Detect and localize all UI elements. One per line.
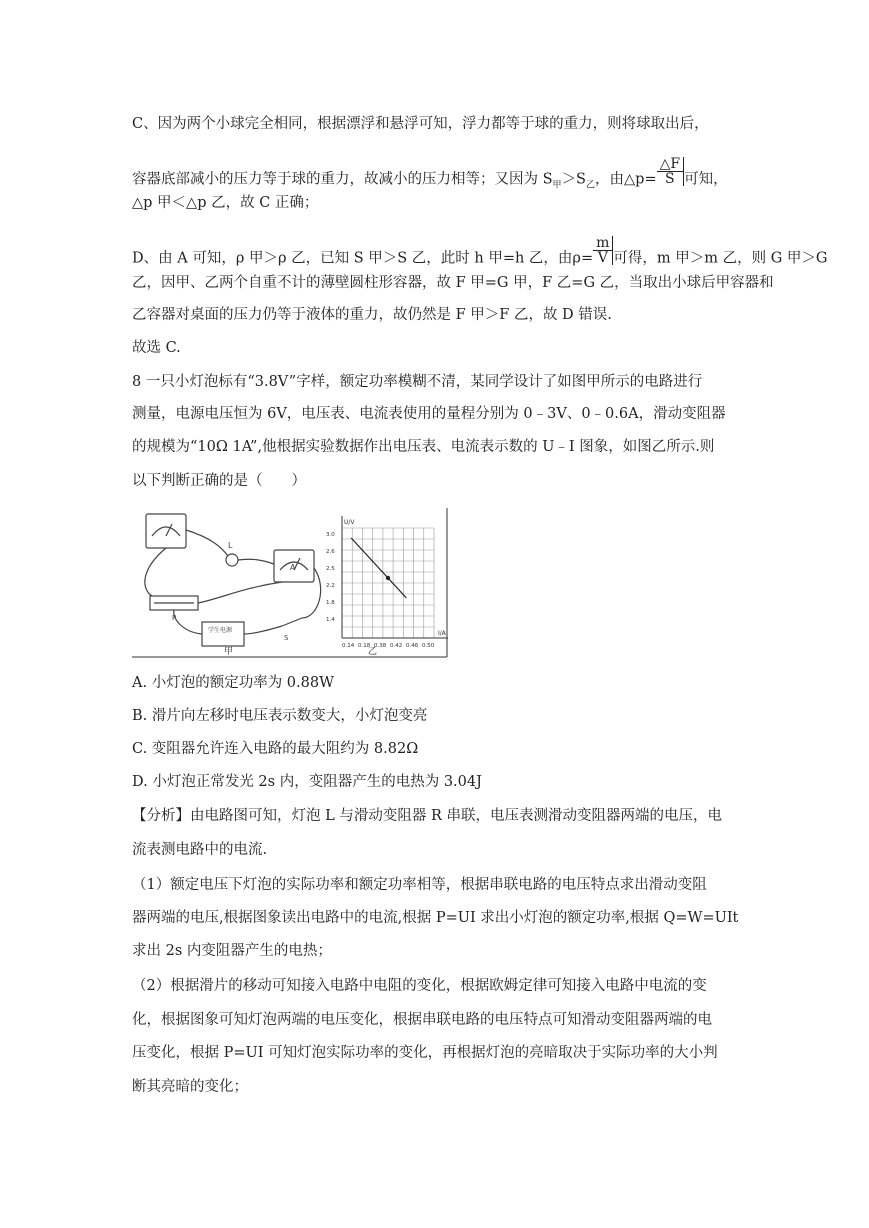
question-line: 的规模为“10Ω 1A”,他根据实验数据作出电压表、电流表示数的 U﹣I 图象，如图乙所示.则 (132, 439, 715, 455)
switch-icon (282, 618, 302, 626)
x-tick-label: 0.18 (358, 643, 371, 649)
analysis-line: 求出 2s 内变阻器产生的电热； (132, 943, 332, 959)
y-tick-label: 2.2 (326, 583, 335, 589)
text-line (132, 156, 728, 194)
wire (244, 626, 282, 634)
question-line: 8 一只小灯泡标有“3.8V”字样，额定功率模糊不清，某同学设计了如图甲所示的电路进行 (132, 374, 703, 390)
analysis-line: 化，根据图象可知灯泡两端的电压变化，根据串联电路的电压特点可知滑动变阻器两端的电 (132, 1012, 712, 1028)
figure-caption-right: 乙 (368, 647, 378, 657)
power-supply-label: 学生电源 (208, 627, 233, 634)
subscript: 乙 (586, 180, 596, 191)
analysis-line: （1）额定电压下灯泡的实际功率和额定功率相等，根据串联电路的电压特点求出滑动变阻 (132, 877, 707, 893)
circuit-diagram (145, 514, 321, 646)
subscript: 甲 (552, 180, 562, 191)
analysis-line: 压变化，根据 P=UI 可知灯泡实际功率的变化，再根据灯泡的亮暗取决于实际功率的大小判 (132, 1045, 718, 1061)
ammeter-label: A (290, 563, 296, 572)
text-segment: D、由 A 可知，ρ 甲＞ρ 乙，已知 S 甲＞S 乙，此时 h 甲=h 乙，由ρ= (132, 250, 594, 267)
question-figure (132, 508, 448, 658)
text-segment: 容器底部减小的压力等于球的重力，故减小的压力相等；又因为 S (132, 171, 553, 188)
power-supply-icon (202, 622, 244, 646)
option-b: B. 滑片向左移时电压表示数变大，小灯泡变亮 (132, 708, 428, 724)
text-line: 乙，因甲、乙两个自重不计的薄壁圆柱形容器，故 F 甲=G 甲，F 乙=G 乙，当取出小球后甲容器和 (132, 275, 774, 291)
x-axis-label: I/A (438, 630, 446, 637)
wire (302, 568, 321, 618)
switch-label: S (284, 634, 289, 642)
text-line: 乙容器对桌面的压力仍等于液体的重力，故仍然是 F 甲＞F 乙，故 D 错误. (132, 307, 612, 323)
x-tick-label: 0.14 (342, 643, 355, 649)
wire (198, 582, 282, 603)
x-tick-label: 0.46 (406, 643, 419, 649)
wire (174, 610, 202, 634)
meter-needle (166, 524, 172, 536)
x-tick-label: 0.42 (390, 643, 403, 649)
lamp-label: L (228, 541, 233, 550)
text-line: △p 甲＜△p 乙，故 C 正确； (132, 195, 319, 211)
analysis-line: 器两端的电压,根据图象读出电路中的电流,根据 P=UI 求出小灯泡的额定功率,根据 Q=W=UIt (132, 910, 739, 926)
fraction-denominator: S (665, 171, 675, 187)
data-line (351, 538, 406, 598)
fraction-denominator: V (597, 250, 608, 266)
fraction-numerator: m (593, 236, 612, 251)
rheostat-label: R (172, 614, 177, 622)
meter-dial (152, 527, 180, 536)
y-tick-label: 1.4 (326, 617, 335, 623)
fraction-numerator: △F (657, 157, 683, 172)
x-tick-label: 0.50 (422, 643, 435, 649)
figure-svg (132, 508, 448, 658)
ui-graph (326, 516, 448, 649)
text-line (132, 235, 828, 273)
analysis-line: 【分析】由电路图可知，灯泡 L 与滑动变阻器 R 串联，电压表测滑动变阻器两端的电压，电 (132, 808, 722, 824)
option-a: A. 小灯泡的额定功率为 0.88W (132, 675, 334, 691)
text-line: C、因为两个小球完全相同，根据漂浮和悬浮可知，浮力都等于球的重力，则将球取出后， (132, 116, 709, 132)
fraction-delta-f-over-s (657, 157, 684, 186)
y-tick-label: 2.6 (326, 549, 335, 555)
option-c: C. 变阻器允许连入电路的最大阻约为 8.82Ω (132, 741, 419, 757)
y-tick-label: 1.8 (326, 600, 335, 606)
text-segment: 可知， (684, 171, 728, 188)
analysis-line: 流表测电路中的电流. (132, 842, 268, 858)
text-segment: 可得，m 甲＞m 乙，则 G 甲＞G (613, 250, 828, 267)
figure-caption-left: 甲 (224, 647, 234, 657)
y-axis-label: U/V (344, 519, 355, 526)
y-tick-label: 3.0 (326, 532, 335, 538)
question-line: 以下判断正确的是（ ） (132, 473, 306, 489)
wire (145, 548, 166, 596)
voltmeter-icon (146, 514, 186, 548)
question-line: 测量，电源电压恒为 6V，电压表、电流表使用的量程分别为 0﹣3V、0﹣0.6A，滑动变阻器 (132, 406, 726, 422)
option-d: D. 小灯泡正常发光 2s 内，变阻器产生的电热为 3.04J (132, 774, 482, 790)
x-tick-label: 0.38 (374, 643, 387, 649)
y-tick-label: 2.5 (326, 566, 335, 572)
wire (238, 559, 274, 564)
fraction-m-over-v (593, 236, 613, 265)
text-segment: ，由△p= (595, 171, 657, 188)
analysis-line: 断其亮暗的变化； (132, 1079, 248, 1095)
analysis-line: （2）根据滑片的移动可知接入电路中电阻的变化，根据欧姆定律可知接入电路中电流的变 (132, 978, 707, 994)
text-segment: ＞S (561, 171, 586, 188)
data-point (386, 576, 390, 580)
answer-line: 故选 C. (132, 340, 181, 356)
wire (186, 530, 228, 556)
